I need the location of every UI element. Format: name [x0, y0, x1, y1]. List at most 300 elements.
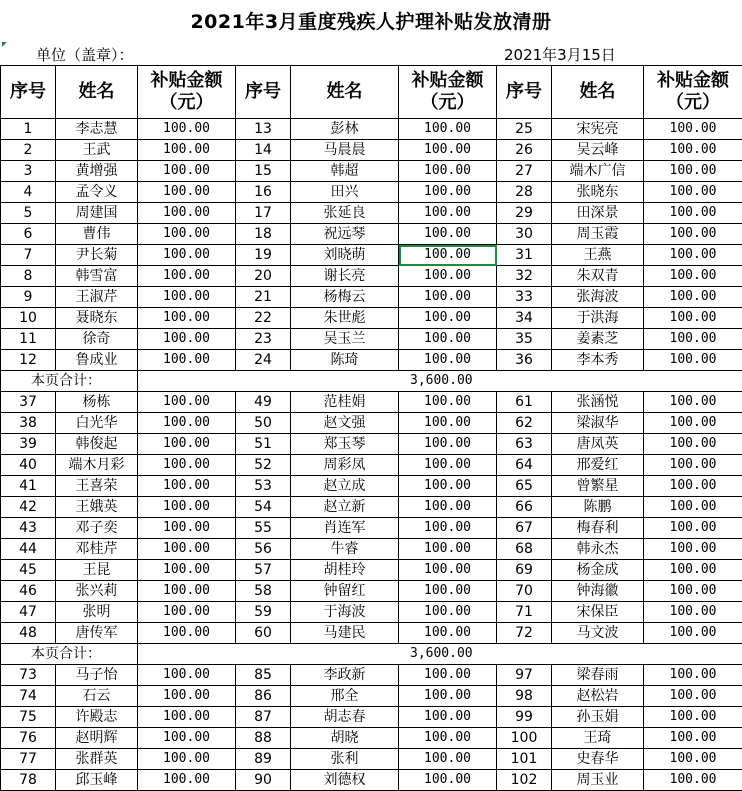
cell-amount[interactable]: 100.00	[644, 686, 742, 707]
cell-index[interactable]: 102	[497, 770, 552, 791]
cell-amount[interactable]: 100.00	[138, 287, 236, 308]
cell-index[interactable]: 14	[236, 140, 291, 161]
cell-index[interactable]: 75	[1, 707, 56, 728]
cell-amount[interactable]: 100.00	[138, 392, 236, 413]
cell-amount[interactable]: 100.00	[138, 266, 236, 287]
cell-amount[interactable]: 100.00	[138, 539, 236, 560]
cell-amount[interactable]: 100.00	[644, 266, 742, 287]
cell-name[interactable]: 王武	[56, 140, 138, 161]
table-row	[1, 455, 742, 476]
cell-amount[interactable]: 100.00	[399, 665, 497, 686]
cell-name[interactable]: 杨金成	[552, 560, 644, 581]
cell-index[interactable]: 44	[1, 539, 56, 560]
cell-index[interactable]: 49	[236, 392, 291, 413]
cell-index[interactable]: 90	[236, 770, 291, 791]
cell-name[interactable]: 石云	[56, 686, 138, 707]
cell-amount[interactable]: 100.00	[644, 350, 742, 371]
cell-index[interactable]: 58	[236, 581, 291, 602]
cell-index[interactable]: 63	[497, 434, 552, 455]
table-row	[1, 707, 742, 728]
cell-amount[interactable]: 100.00	[399, 245, 497, 266]
cell-index[interactable]: 76	[1, 728, 56, 749]
cell-name[interactable]: 马文波	[552, 623, 644, 644]
cell-index[interactable]: 20	[236, 266, 291, 287]
cell-name[interactable]: 吴云峰	[552, 140, 644, 161]
cell-index[interactable]: 35	[497, 329, 552, 350]
header-amount[interactable]: 补贴金额（元）	[138, 66, 236, 119]
cell-index[interactable]: 2	[1, 140, 56, 161]
cell-name[interactable]: 邢爱红	[552, 455, 644, 476]
cell-index[interactable]: 73	[1, 665, 56, 686]
cell-amount[interactable]: 100.00	[399, 518, 497, 539]
cell-name[interactable]: 田深景	[552, 203, 644, 224]
cell-name[interactable]: 端木广信	[552, 161, 644, 182]
cell-name[interactable]: 马晨晨	[291, 140, 399, 161]
table-row	[1, 686, 742, 707]
cell-amount[interactable]: 100.00	[644, 539, 742, 560]
cell-index[interactable]: 65	[497, 476, 552, 497]
cell-index[interactable]: 39	[1, 434, 56, 455]
cell-name[interactable]: 邓桂芹	[56, 539, 138, 560]
cell-name[interactable]: 史春华	[552, 749, 644, 770]
cell-amount[interactable]: 100.00	[138, 182, 236, 203]
cell-amount[interactable]: 100.00	[644, 203, 742, 224]
cell-name[interactable]: 曹伟	[56, 224, 138, 245]
cell-amount[interactable]: 100.00	[644, 560, 742, 581]
cell-name[interactable]: 张晓东	[552, 182, 644, 203]
cell-name[interactable]: 许殿志	[56, 707, 138, 728]
cell-amount[interactable]: 100.00	[138, 770, 236, 791]
cell-amount[interactable]: 100.00	[399, 350, 497, 371]
cell-amount[interactable]: 100.00	[138, 686, 236, 707]
cell-amount[interactable]: 100.00	[644, 413, 742, 434]
header-name[interactable]: 姓名	[56, 66, 138, 119]
header-amount[interactable]: 补贴金额（元）	[644, 66, 742, 119]
cell-index[interactable]: 60	[236, 623, 291, 644]
table-row	[1, 350, 742, 371]
cell-name[interactable]: 朱双青	[552, 266, 644, 287]
cell-amount[interactable]: 100.00	[138, 245, 236, 266]
cell-index[interactable]: 4	[1, 182, 56, 203]
cell-index[interactable]: 13	[236, 119, 291, 140]
cell-name[interactable]: 邓子奕	[56, 518, 138, 539]
cell-index[interactable]: 22	[236, 308, 291, 329]
cell-name[interactable]: 唐凤英	[552, 434, 644, 455]
cell-amount[interactable]: 100.00	[644, 497, 742, 518]
cell-name[interactable]: 赵立新	[291, 497, 399, 518]
cell-name[interactable]: 张利	[291, 749, 399, 770]
cell-index[interactable]: 87	[236, 707, 291, 728]
cell-index[interactable]: 30	[497, 224, 552, 245]
header-index[interactable]: 序号	[236, 66, 291, 119]
cell-index[interactable]: 31	[497, 245, 552, 266]
cell-amount[interactable]: 100.00	[644, 308, 742, 329]
table-row	[1, 161, 742, 182]
cell-amount[interactable]: 100.00	[644, 455, 742, 476]
cell-index[interactable]: 37	[1, 392, 56, 413]
cell-name[interactable]: 韩雪富	[56, 266, 138, 287]
cell-amount[interactable]: 100.00	[399, 560, 497, 581]
cell-amount[interactable]: 100.00	[399, 770, 497, 791]
cell-name[interactable]: 牛睿	[291, 539, 399, 560]
table-row	[1, 140, 742, 161]
cell-name[interactable]: 张明	[56, 602, 138, 623]
cell-name[interactable]: 白光华	[56, 413, 138, 434]
table-row	[1, 770, 742, 791]
cell-name[interactable]: 胡志春	[291, 707, 399, 728]
cell-name[interactable]: 马建民	[291, 623, 399, 644]
cell-index[interactable]: 64	[497, 455, 552, 476]
cell-name[interactable]: 端木月彩	[56, 455, 138, 476]
cell-name[interactable]: 杨栋	[56, 392, 138, 413]
cell-amount[interactable]: 100.00	[399, 182, 497, 203]
cell-index[interactable]: 41	[1, 476, 56, 497]
cell-name[interactable]: 刘晓萌	[291, 245, 399, 266]
cell-index[interactable]: 52	[236, 455, 291, 476]
subtotal-row	[1, 371, 742, 392]
header-index[interactable]: 序号	[1, 66, 56, 119]
cell-index[interactable]: 9	[1, 287, 56, 308]
cell-index[interactable]: 89	[236, 749, 291, 770]
cell-name[interactable]: 周玉霞	[552, 224, 644, 245]
cell-name[interactable]: 张涵悦	[552, 392, 644, 413]
cell-amount[interactable]: 100.00	[644, 623, 742, 644]
cell-name[interactable]: 张兴莉	[56, 581, 138, 602]
cell-name[interactable]: 赵松岩	[552, 686, 644, 707]
cell-index[interactable]: 10	[1, 308, 56, 329]
header-amount[interactable]: 补贴金额（元）	[399, 66, 497, 119]
cell-index[interactable]: 16	[236, 182, 291, 203]
cell-name[interactable]: 李志慧	[56, 119, 138, 140]
cell-name[interactable]: 王琦	[552, 728, 644, 749]
cell-amount[interactable]: 100.00	[399, 581, 497, 602]
cell-name[interactable]: 王喜荣	[56, 476, 138, 497]
cell-index[interactable]: 24	[236, 350, 291, 371]
cell-amount[interactable]: 100.00	[138, 413, 236, 434]
cell-name[interactable]: 陈鹏	[552, 497, 644, 518]
cell-index[interactable]: 40	[1, 455, 56, 476]
cell-amount[interactable]: 100.00	[399, 707, 497, 728]
cell-index[interactable]: 66	[497, 497, 552, 518]
cell-amount[interactable]: 100.00	[644, 476, 742, 497]
cell-name[interactable]: 聂晓东	[56, 308, 138, 329]
cell-name[interactable]: 郑玉琴	[291, 434, 399, 455]
cell-amount[interactable]: 100.00	[138, 350, 236, 371]
cell-index[interactable]: 29	[497, 203, 552, 224]
cell-index[interactable]: 59	[236, 602, 291, 623]
cell-index[interactable]: 28	[497, 182, 552, 203]
cell-name[interactable]: 梁淑华	[552, 413, 644, 434]
cell-amount[interactable]: 100.00	[399, 140, 497, 161]
cell-index[interactable]: 34	[497, 308, 552, 329]
cell-name[interactable]: 范桂娟	[291, 392, 399, 413]
cell-name[interactable]: 田兴	[291, 182, 399, 203]
cell-index[interactable]: 27	[497, 161, 552, 182]
cell-index[interactable]: 18	[236, 224, 291, 245]
cell-amount[interactable]: 100.00	[644, 665, 742, 686]
subtotal-label[interactable]: 本页合计：	[1, 371, 138, 392]
cell-amount[interactable]: 100.00	[644, 329, 742, 350]
cell-amount[interactable]: 100.00	[138, 140, 236, 161]
cell-name[interactable]: 徐奇	[56, 329, 138, 350]
cell-index[interactable]: 42	[1, 497, 56, 518]
cell-amount[interactable]: 100.00	[644, 707, 742, 728]
cell-name[interactable]: 唐传军	[56, 623, 138, 644]
cell-index[interactable]: 56	[236, 539, 291, 560]
cell-name[interactable]: 韩超	[291, 161, 399, 182]
cell-amount[interactable]: 100.00	[399, 119, 497, 140]
cell-name[interactable]: 赵文强	[291, 413, 399, 434]
cell-name[interactable]: 吴玉兰	[291, 329, 399, 350]
cell-amount[interactable]: 100.00	[399, 266, 497, 287]
cell-amount[interactable]: 100.00	[399, 203, 497, 224]
cell-index[interactable]: 57	[236, 560, 291, 581]
cell-amount[interactable]: 100.00	[138, 707, 236, 728]
cell-name[interactable]: 尹长菊	[56, 245, 138, 266]
cell-index[interactable]: 17	[236, 203, 291, 224]
cell-amount[interactable]: 100.00	[644, 140, 742, 161]
cell-index[interactable]: 98	[497, 686, 552, 707]
cell-name[interactable]: 张延良	[291, 203, 399, 224]
cell-name[interactable]: 李政新	[291, 665, 399, 686]
cell-index[interactable]: 46	[1, 581, 56, 602]
table-row	[1, 497, 742, 518]
subtotal-value[interactable]: 3,600.00	[138, 644, 742, 665]
cell-amount[interactable]: 100.00	[138, 161, 236, 182]
cell-name[interactable]: 王娥英	[56, 497, 138, 518]
cell-amount[interactable]: 100.00	[644, 518, 742, 539]
cell-name[interactable]: 胡晓	[291, 728, 399, 749]
cell-index[interactable]: 48	[1, 623, 56, 644]
cell-amount[interactable]: 100.00	[399, 308, 497, 329]
cell-index[interactable]: 32	[497, 266, 552, 287]
cell-amount[interactable]: 100.00	[138, 602, 236, 623]
cell-amount[interactable]: 100.00	[138, 203, 236, 224]
cell-amount[interactable]: 100.00	[138, 560, 236, 581]
cell-amount[interactable]: 100.00	[644, 224, 742, 245]
cell-name[interactable]: 赵明辉	[56, 728, 138, 749]
cell-index[interactable]: 97	[497, 665, 552, 686]
cell-name[interactable]: 梅春利	[552, 518, 644, 539]
cell-amount[interactable]: 100.00	[644, 581, 742, 602]
cell-index[interactable]: 1	[1, 119, 56, 140]
table-row	[1, 287, 742, 308]
cell-name[interactable]: 李本秀	[552, 350, 644, 371]
cell-index[interactable]: 74	[1, 686, 56, 707]
cell-index[interactable]: 99	[497, 707, 552, 728]
header-index[interactable]: 序号	[497, 66, 552, 119]
cell-name[interactable]: 孟令义	[56, 182, 138, 203]
cell-name[interactable]: 周玉业	[552, 770, 644, 791]
cell-index[interactable]: 23	[236, 329, 291, 350]
cell-index[interactable]: 33	[497, 287, 552, 308]
cell-amount[interactable]: 100.00	[399, 602, 497, 623]
cell-amount[interactable]: 100.00	[399, 728, 497, 749]
cell-amount[interactable]: 100.00	[138, 623, 236, 644]
cell-index[interactable]: 50	[236, 413, 291, 434]
cell-index[interactable]: 85	[236, 665, 291, 686]
cell-amount[interactable]: 100.00	[644, 119, 742, 140]
cell-index[interactable]: 8	[1, 266, 56, 287]
cell-amount[interactable]: 100.00	[138, 119, 236, 140]
cell-name[interactable]: 祝远琴	[291, 224, 399, 245]
cell-name[interactable]: 谢长亮	[291, 266, 399, 287]
cell-name[interactable]: 周彩凤	[291, 455, 399, 476]
cell-index[interactable]: 53	[236, 476, 291, 497]
cell-amount[interactable]: 100.00	[399, 287, 497, 308]
cell-index[interactable]: 62	[497, 413, 552, 434]
cell-name[interactable]: 于洪海	[552, 308, 644, 329]
cell-amount[interactable]: 100.00	[644, 245, 742, 266]
cell-index[interactable]: 68	[497, 539, 552, 560]
cell-name[interactable]: 邢全	[291, 686, 399, 707]
cell-index[interactable]: 72	[497, 623, 552, 644]
cell-index[interactable]: 21	[236, 287, 291, 308]
cell-name[interactable]: 周建国	[56, 203, 138, 224]
table-row	[1, 476, 742, 497]
table-row	[1, 539, 742, 560]
cell-index[interactable]: 67	[497, 518, 552, 539]
cell-amount[interactable]: 100.00	[399, 749, 497, 770]
subtotal-label[interactable]: 本页合计：	[1, 644, 138, 665]
cell-name[interactable]: 姜素芝	[552, 329, 644, 350]
cell-index[interactable]: 101	[497, 749, 552, 770]
cell-amount[interactable]: 100.00	[138, 518, 236, 539]
cell-name[interactable]: 孙玉娟	[552, 707, 644, 728]
cell-amount[interactable]: 100.00	[644, 728, 742, 749]
cell-index[interactable]: 19	[236, 245, 291, 266]
cell-amount[interactable]: 100.00	[138, 728, 236, 749]
cell-index[interactable]: 36	[497, 350, 552, 371]
cell-amount[interactable]: 100.00	[644, 161, 742, 182]
cell-amount[interactable]: 100.00	[644, 182, 742, 203]
cell-name[interactable]: 陈琦	[291, 350, 399, 371]
cell-amount[interactable]: 100.00	[644, 434, 742, 455]
cell-amount[interactable]: 100.00	[644, 392, 742, 413]
cell-amount[interactable]: 100.00	[399, 497, 497, 518]
cell-index[interactable]: 26	[497, 140, 552, 161]
cell-index[interactable]: 54	[236, 497, 291, 518]
cell-amount[interactable]: 100.00	[138, 476, 236, 497]
cell-index[interactable]: 11	[1, 329, 56, 350]
cell-index[interactable]: 45	[1, 560, 56, 581]
cell-index[interactable]: 61	[497, 392, 552, 413]
cell-amount[interactable]: 100.00	[399, 686, 497, 707]
cell-name[interactable]: 邱玉峰	[56, 770, 138, 791]
cell-amount[interactable]: 100.00	[399, 539, 497, 560]
cell-amount[interactable]: 100.00	[644, 287, 742, 308]
cell-index[interactable]: 100	[497, 728, 552, 749]
cell-amount[interactable]: 100.00	[138, 665, 236, 686]
cell-name[interactable]: 王淑芹	[56, 287, 138, 308]
cell-index[interactable]: 51	[236, 434, 291, 455]
cell-index[interactable]: 5	[1, 203, 56, 224]
table-row	[1, 182, 742, 203]
cell-amount[interactable]: 100.00	[399, 161, 497, 182]
cell-index[interactable]: 12	[1, 350, 56, 371]
cell-name[interactable]: 宋保臣	[552, 602, 644, 623]
page-title: 2021年3月重度残疾人护理补贴发放清册	[0, 0, 742, 44]
cell-name[interactable]: 彭林	[291, 119, 399, 140]
header-name[interactable]: 姓名	[291, 66, 399, 119]
cell-amount[interactable]: 100.00	[138, 581, 236, 602]
cell-index[interactable]: 55	[236, 518, 291, 539]
cell-amount[interactable]: 100.00	[644, 602, 742, 623]
cell-name[interactable]: 马子怡	[56, 665, 138, 686]
cell-name[interactable]: 胡桂玲	[291, 560, 399, 581]
cell-amount[interactable]: 100.00	[138, 497, 236, 518]
cell-name[interactable]: 钟海徽	[552, 581, 644, 602]
cell-amount[interactable]: 100.00	[399, 476, 497, 497]
cell-name[interactable]: 张群英	[56, 749, 138, 770]
cell-name[interactable]: 韩俊起	[56, 434, 138, 455]
cell-index[interactable]: 3	[1, 161, 56, 182]
table-row	[1, 560, 742, 581]
cell-name[interactable]: 肖连军	[291, 518, 399, 539]
cell-index[interactable]: 7	[1, 245, 56, 266]
cell-index[interactable]: 47	[1, 602, 56, 623]
cell-index[interactable]: 88	[236, 728, 291, 749]
cell-name[interactable]: 王昆	[56, 560, 138, 581]
cell-amount[interactable]: 100.00	[138, 329, 236, 350]
cell-index[interactable]: 70	[497, 581, 552, 602]
cell-name[interactable]: 钟留红	[291, 581, 399, 602]
cell-name[interactable]: 宋宪亮	[552, 119, 644, 140]
subtotal-value[interactable]: 3,600.00	[138, 371, 742, 392]
cell-name[interactable]: 于海波	[291, 602, 399, 623]
cell-name[interactable]: 黄增强	[56, 161, 138, 182]
cell-index[interactable]: 38	[1, 413, 56, 434]
cell-amount[interactable]: 100.00	[138, 224, 236, 245]
cell-name[interactable]: 朱世彪	[291, 308, 399, 329]
cell-amount[interactable]: 100.00	[399, 224, 497, 245]
cell-name[interactable]: 王燕	[552, 245, 644, 266]
cell-amount[interactable]: 100.00	[138, 455, 236, 476]
cell-amount[interactable]: 100.00	[399, 413, 497, 434]
cell-name[interactable]: 赵立成	[291, 476, 399, 497]
cell-index[interactable]: 71	[497, 602, 552, 623]
cell-index[interactable]: 43	[1, 518, 56, 539]
cell-amount[interactable]: 100.00	[138, 749, 236, 770]
cell-name[interactable]: 刘德权	[291, 770, 399, 791]
cell-index[interactable]: 15	[236, 161, 291, 182]
cell-amount[interactable]: 100.00	[644, 770, 742, 791]
cell-amount[interactable]: 100.00	[399, 434, 497, 455]
cell-amount[interactable]: 100.00	[399, 329, 497, 350]
cell-index[interactable]: 69	[497, 560, 552, 581]
cell-name[interactable]: 杨梅云	[291, 287, 399, 308]
cell-amount[interactable]: 100.00	[138, 308, 236, 329]
cell-index[interactable]: 77	[1, 749, 56, 770]
cell-index[interactable]: 86	[236, 686, 291, 707]
cell-amount[interactable]: 100.00	[138, 434, 236, 455]
cell-amount[interactable]: 100.00	[399, 623, 497, 644]
header-name[interactable]: 姓名	[552, 66, 644, 119]
cell-name[interactable]: 张海波	[552, 287, 644, 308]
cell-amount[interactable]: 100.00	[399, 392, 497, 413]
cell-name[interactable]: 鲁成业	[56, 350, 138, 371]
cell-index[interactable]: 78	[1, 770, 56, 791]
cell-name[interactable]: 梁春雨	[552, 665, 644, 686]
cell-index[interactable]: 25	[497, 119, 552, 140]
subsidy-table	[0, 65, 742, 791]
table-row	[1, 602, 742, 623]
cell-name[interactable]: 韩永杰	[552, 539, 644, 560]
cell-amount[interactable]: 100.00	[399, 455, 497, 476]
cell-name[interactable]: 曾繁星	[552, 476, 644, 497]
cell-amount[interactable]: 100.00	[644, 749, 742, 770]
cell-index[interactable]: 6	[1, 224, 56, 245]
